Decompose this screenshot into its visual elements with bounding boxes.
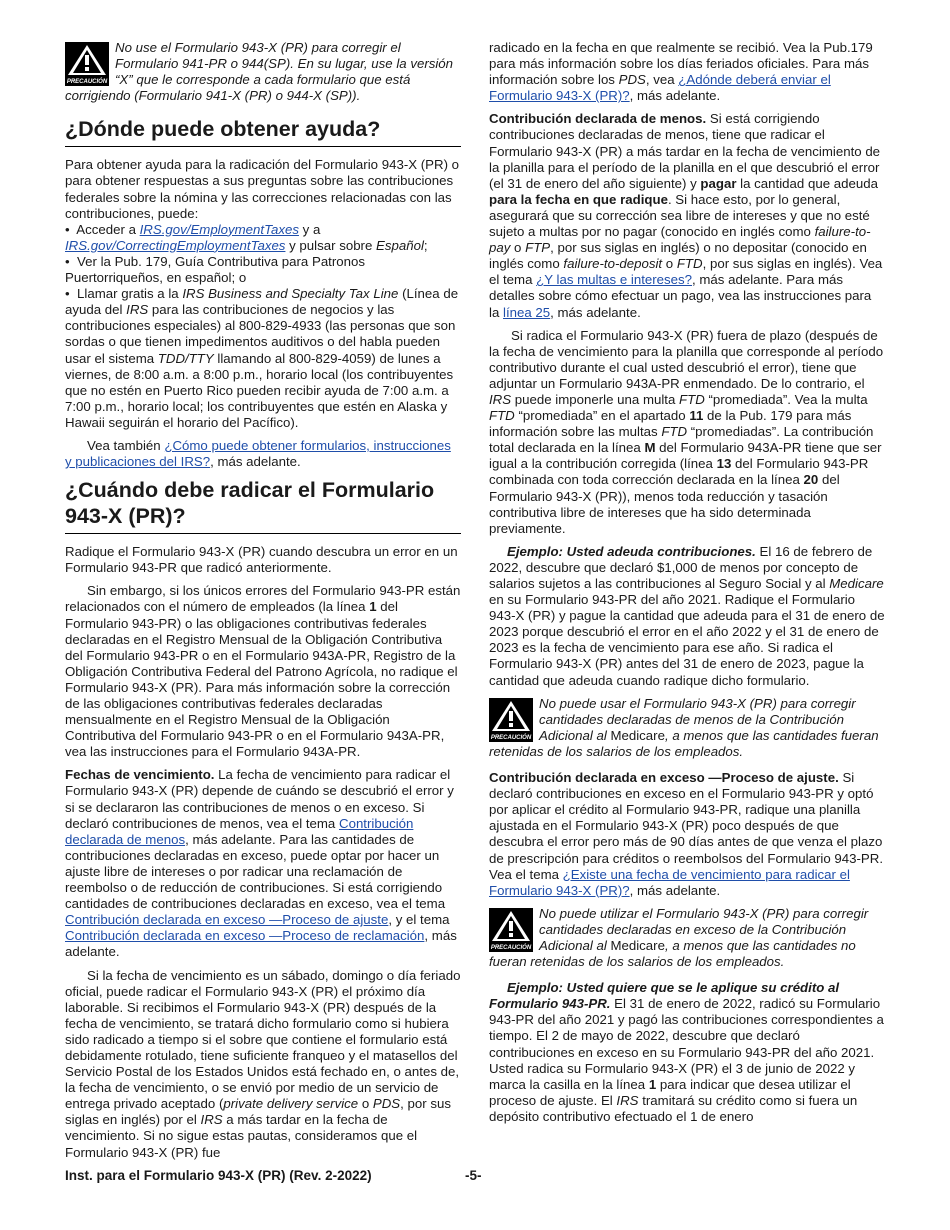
right-column: [489, 40, 885, 1132]
link-deadline-to-file[interactable]: ¿Existe una fecha de vencimiento para radicar el Formulario 943-X (PR)?: [489, 866, 850, 898]
link-line-25[interactable]: línea 25: [503, 304, 551, 320]
example-credit-paragraph: Ejemplo: Usted quiere que se le aplique su crédito al Formulario 943-PR. El 31 de enero de 2022, radicó su Formulario 943-PR del año 2021 y pagó las contribuciones correspondientes a tiempo. El 2 de mayo de 2022, descubre que declaró contribuciones en exceso en su Formulario 943-PR del año 2021. Usted radica su Formulario 943-X (PR) el 3 de junio de 2022 y marca la casilla en la línea 1 para indicar que desea utilizar el proceso de ajuste. El IRS tramitará su crédito como si fuera un depósito contributivo efectuado el 1 de enero: [489, 980, 884, 1124]
example-owe-paragraph: Ejemplo: Usted adeuda contribuciones. El 16 de febrero de 2022, descubre que declaró $1,000 de menos por concepto de salarios sujetos a las contribuciones al Seguro Social y al Medicare en su Formulario 943-PR del año 2021. Radique el Formulario 943-X (PR) y pague la cantidad que adeuda para el 31 de enero de 2023 porque descubrió el error en el año 2022 y el 31 de enero de 2023 es la fecha de vencimiento para ese año. Si radica el Formulario 943-X (PR) antes del 31 de enero de 2023, pague la cantidad que adeuda cuando radique dicho formulario.: [489, 543, 885, 688]
help-bullet-websites: • Acceder a IRS.gov/EmploymentTaxes y a IRS.gov/CorrectingEmploymentTaxes y pulsar sobre Español;: [65, 221, 428, 253]
caution-warning-icon: [489, 908, 533, 952]
when-paragraph-1: Radique el Formulario 943-X (PR) cuando descubra un error en un Formulario 943-PR que radicó anteriormente.: [65, 544, 458, 576]
heading-help: ¿Dónde puede obtener ayuda?: [65, 116, 461, 147]
underreported-paragraph: Contribución declarada de menos. Si está corrigiendo contribuciones declaradas de menos, tiene que radicar el Formulario 943-X (PR) a más tardar en la fecha de vencimiento de la planilla para el período de la planilla en el que descubrió el error (el 31 de enero del año siguiente) y pagar la cantidad que adeuda para la fecha en que radique. Si hace esto, por lo general, asegurará que su corrección sea libre de intereses y que no esté sujeto a multas por no pagar (conocido en inglés como failure-to-pay o FTP, por sus siglas en inglés) o no depositar (conocido en inglés como failure-to-deposit o FTD, por sus siglas en inglés). Vea el tema ¿Y las multas e intereses?, más adelante. Para más detalles sobre cómo efectuar un pago, vea las instrucciones para la línea 25, más adelante.: [489, 111, 883, 320]
help-intro: Para obtener ayuda para la radicación del Formulario 943-X (PR) o para obtener respuestas a sus preguntas sobre las contribuciones federales sobre la nómina y las correcciones relacionadas con las contribuciones, puede:: [65, 157, 460, 221]
heading-when-to-file: ¿Cuándo debe radicar el Formulario 943-X (PR)?: [65, 477, 461, 534]
weekend-paragraph: Si la fecha de vencimiento es un sábado, domingo o día feriado oficial, puede radicar el Formulario 943-X (PR) el próximo día laborable. Si recibimos el Formulario 943-X (PR) después de la fecha de vencimiento, se tratará dicho formulario como si hubiera sido radicado a tiempo si el sobre que contiene el formulario está debidamente rotulado, tiene suficiente franqueo y el matasellos del Servicio Postal de los Estados Unidos está fechado en, o antes de, la fecha de vencimiento, o se envió por medio de un servicio de entrega privado aceptado (private delivery service o PDS, por sus siglas en inglés) por el IRS a más tardar en la fecha de vencimiento. Si no sigue estas pautas, consideramos que el Formulario 943-X (PR) fue: [65, 967, 461, 1160]
late-filing-paragraph: Si radica el Formulario 943-X (PR) fuera de plazo (después de la fecha de vencimiento para la planilla que corresponde al período contributivo durante el cual usted descubrió el error), tiene que adjuntar un Formulario 943A-PR enmendado. De lo contrario, el IRS puede imponerle una multa FTD “promediada”. Vea la multa FTD “promediada” en el apartado 11 de la Pub. 179 para más información sobre las multas FTD “promediadas”. La contribución total declarada en la línea M del Formulario 943A-PR tiene que ser igual a la contribución corregida (línea 13 del Formulario 943-PR combinada con toda corrección declarada en la línea 20 del Formulario 943-X (PR)), menos toda reducción y tasación contributiva libre de intereses que ha sido determinada previamente.: [489, 327, 884, 536]
caution-label: PRECAUCIÓN: [490, 944, 532, 951]
left-column: [65, 40, 461, 1168]
caution-note-underreported: PRECAUCIÓN No puede usar el Formulario 943-X (PR) para corregir cantidades declaradas de menos de la Contribución Adicional al Medicare, a menos que las cantidades fueran retenidas de los salarios de los empleados.: [489, 695, 879, 759]
continued-paragraph: radicado en la fecha en que realmente se recibió. Vea la Pub.179 para más información sobre los días feriados oficiales. Para más información sobre los PDS, vea ¿Adónde deberá enviar el Formulario 943-X (PR)?, más adelante.: [489, 40, 873, 104]
link-irs-correcting-employment-taxes[interactable]: IRS.gov/CorrectingEmploymentTaxes: [65, 237, 286, 253]
overreported-adjustment-paragraph: Contribución declarada en exceso —Proceso de ajuste. Si declaró contribuciones en exceso en el Formulario 943-PR y optó por aplicar el crédito al Formulario 943-PR, radique una planilla ajustada en el Formulario 943-X (PR) poco después de que descubra el error pero más de 90 días antes de que venza el plazo de prescripción para créditos o reembolsos del Formulario 943-PR. Vea el tema ¿Existe una fecha de vencimiento para radicar el Formulario 943-X (PR)?, más adelante.: [489, 770, 883, 898]
footer-title: Inst. para el Formulario 943-X (PR) (Rev. 2-2022): [65, 1168, 372, 1183]
help-bullet-phone: • Llamar gratis a la IRS Business and Specialty Tax Line (Línea de ayuda del IRS para las contribuciones de negocios y las contribuciones especiales) al 800-829-4933 (las personas que son sordas o que tienen impedimentos auditivos o del habla pueden usar el sistema TDD/TTY llamando al 800-829-4059) de lunes a viernes, de 8:00 a.m. a 8:00 p.m., horario local (los contribuyentes que no estén en Puerto Rico pueden recibir ayuda de 7:00 a.m. a 7:00 p.m., horario local; los contribuyentes que estén en Alaska y Hawaii seguirán el horario del Pacífico).: [65, 286, 459, 430]
link-irs-employment-taxes[interactable]: IRS.gov/EmploymentTaxes: [139, 221, 299, 237]
link-overreported-claim[interactable]: Contribución declarada en exceso —Proceso de reclamación: [65, 928, 425, 944]
help-bullet-pub179: • Ver la Pub. 179, Guía Contributiva para Patronos Puertorriqueños, en español; o: [65, 253, 366, 286]
caution-warning-icon: [489, 698, 533, 742]
when-paragraph-2: Sin embargo, si los únicos errores del Formulario 943-PR están relacionados con el número de empleados (la línea 1 del Formulario 943-PR) o las obligaciones contributivas federales declaradas en el Registro Mensual de la Obligación Contributiva del Formulario 943-PR o en el Formulario 943A-PR, Registro de la Obligación Contributiva Federal del Patrono Agrícola, no radique el Formulario 943-X (PR). Para más información sobre la corrección de las obligaciones contributivas federales declaradas mensualmente en el Registro Mensual de la Obligación Contributiva del Formulario 943-PR o en el Formulario 943A-PR, vea las instrucciones para el Formulario 943A-PR.: [65, 583, 461, 760]
due-dates-paragraph: Fechas de vencimiento. La fecha de vencimiento para radicar el Formulario 943-X (PR) depende de cuándo se descubrió el error y si se declararon las contribuciones de menos o en exceso. Si declaró contribuciones de menos, vea el tema Contribución declarada de menos, más adelante. Para las cantidades de contribuciones declaradas en exceso, puede optar por hacer un ajuste libre de intereses o por radicar una reclamación de reembolso o de reducción de contribuciones. Si está corrigiendo cantidades de contribuciones declaradas en exceso, vea el tema Contribución declarada en exceso —Proceso de ajuste, y el tema Contribución declarada en exceso —Proceso de reclamación, más adelante.: [65, 767, 457, 960]
caution-note: [65, 40, 461, 104]
page-number: -5-: [465, 1168, 482, 1183]
link-underreported[interactable]: Contribución declarada de menos: [65, 815, 414, 847]
caution-text: No use el Formulario 943-X (PR) para corregir el Formulario 941-PR o 944(SP). En su lugar, use la versión “X” que le corresponde a cada formulario que está corrigiendo (Formulario 941-X (PR) o 944-X (SP)).: [65, 40, 454, 104]
link-where-to-send[interactable]: ¿Adónde deberá enviar el Formulario 943-X (PR)?: [489, 72, 831, 104]
caution-warning-icon: [65, 42, 109, 86]
caution-note-overreported: PRECAUCIÓN No puede utilizar el Formulario 943-X (PR) para corregir cantidades declaradas en exceso de la Contribución Adicional al Medicare, a menos que las cantidades no fueran retenidas de los salarios de los empleados.: [489, 905, 869, 970]
caution-label: PRECAUCIÓN: [490, 734, 532, 741]
link-overreported-adjustment[interactable]: Contribución declarada en exceso —Proceso de ajuste: [65, 912, 389, 928]
link-penalties-interest[interactable]: ¿Y las multas e intereses?: [536, 272, 693, 288]
see-also: Vea también ¿Cómo puede obtener formularios, instrucciones y publicaciones del IRS?, más adelante.: [65, 437, 451, 470]
link-obtain-forms[interactable]: ¿Cómo puede obtener formularios, instrucciones y publicaciones del IRS?: [65, 437, 451, 470]
caution-label: PRECAUCIÓN: [66, 79, 108, 85]
